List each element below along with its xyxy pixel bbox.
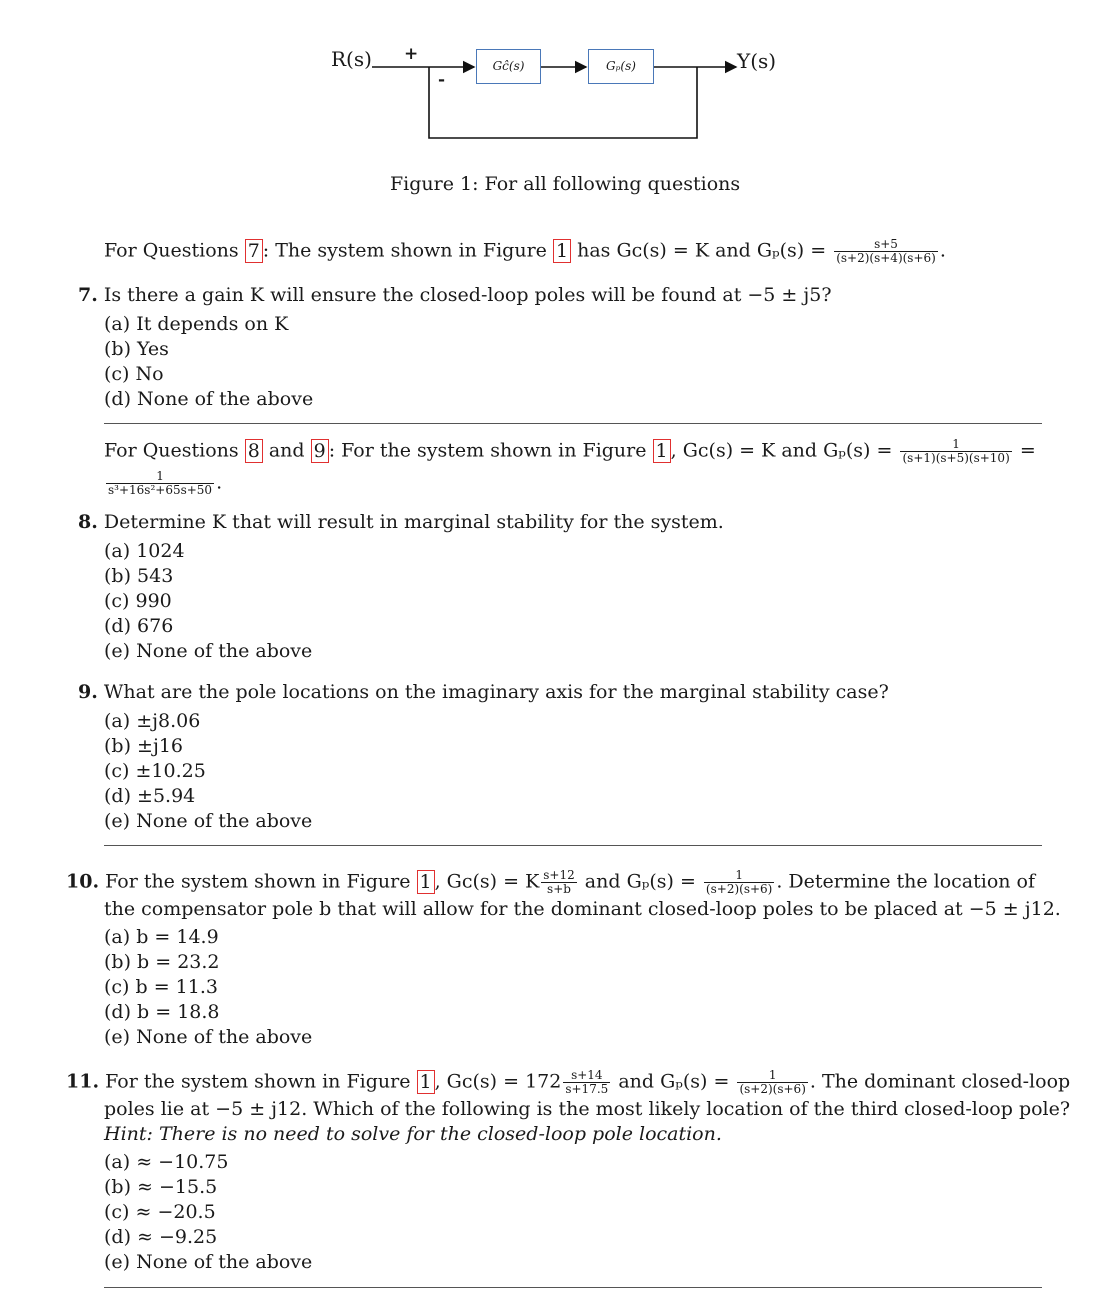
figure-ref-link[interactable]: 1 <box>417 870 435 894</box>
q7-intro: For Questions 7 : The system shown in Figure 1 has Gᴄ(s) = K and Gₚ(s) = $\frac{s+5}{(s+2)(s+4)(s+6)}$ . <box>104 237 946 265</box>
q11-hint: Hint: There is no need to solve for the closed-loop pole location. <box>104 1123 722 1145</box>
option: (c) ≈ −20.5 <box>104 1201 216 1223</box>
option: (d) b = 18.8 <box>104 1001 220 1023</box>
question-text: What are the pole locations on the imaginary axis for the marginal stability case? <box>103 681 889 703</box>
question-ref-link[interactable]: 8 <box>245 439 263 463</box>
q89-intro-cont: $\frac{1}{\text{s³+16s²+65s+50}}$ . <box>108 469 223 497</box>
q9-stem <box>78 680 889 704</box>
option: (b) Yes <box>104 338 169 360</box>
option: (d) ≈ −9.25 <box>104 1226 218 1248</box>
question-number: 11. <box>66 1070 100 1093</box>
option: (b) ±j16 <box>104 735 184 757</box>
divider <box>104 423 1042 424</box>
option: (c) 990 <box>104 590 172 612</box>
q11-options <box>104 1150 312 1275</box>
q9-options <box>104 709 312 834</box>
q11-stem-line2: poles lie at −5 ± j12. Which of the following is the most likely location of the third closed-loop pole? <box>104 1098 1071 1120</box>
q8-options <box>104 539 312 664</box>
figure-ref-link[interactable]: 1 <box>553 239 571 263</box>
plus-sign: + <box>404 44 419 64</box>
q10-options <box>104 925 312 1050</box>
q7-options <box>104 312 313 412</box>
option: (a) b = 14.9 <box>104 926 219 948</box>
q7-stem <box>78 283 832 307</box>
fraction: $\frac{1}{(s+1)(s+5)(s+10)}$ <box>902 437 1010 465</box>
option: (a) ±j8.06 <box>104 710 201 732</box>
gc-block-label: Gĉ(s) <box>492 59 525 73</box>
divider <box>104 1287 1042 1288</box>
fraction: $\frac{1}{(s+2)(s+6)}$ <box>739 1068 806 1096</box>
question-text: Determine K that will result in marginal stability for the system. <box>103 511 724 533</box>
option: (b) b = 23.2 <box>104 951 220 973</box>
gc-block <box>476 49 541 84</box>
minus-sign: - <box>438 70 446 90</box>
q89-intro-prefix: For Questions <box>104 439 239 462</box>
q8-stem <box>78 510 724 534</box>
gp-block-label: Gₚ(s) <box>606 59 636 73</box>
option: (e) None of the above <box>104 810 313 832</box>
gp-block <box>588 49 654 84</box>
option: (c) ±10.25 <box>104 760 206 782</box>
question-number: 8. <box>78 511 98 533</box>
q10-stem-line2: the compensator pole b that will allow for the dominant closed-loop poles to be placed at −5 ± j12. <box>104 898 1061 920</box>
figure-ref-link[interactable]: 1 <box>653 439 671 463</box>
q7-intro-rest: has Gᴄ(s) = K and Gₚ(s) = <box>577 239 827 262</box>
q89-intro-rest: , Gᴄ(s) = K and Gₚ(s) = <box>670 439 893 462</box>
q89-intro: For Questions 8 and 9 : For the system shown in Figure 1 , Gᴄ(s) = K and Gₚ(s) = $\frac{1}{(s+1)(s+5)(s+10)}$ = <box>104 437 1036 465</box>
question-number: 7. <box>78 284 98 306</box>
fraction: $\frac{1}{\text{s³+16s²+65s+50}}$ <box>108 469 213 497</box>
question-number: 10. <box>66 870 100 893</box>
option: (b) 543 <box>104 565 174 587</box>
fraction: $\frac{s+5}{(s+2)(s+4)(s+6)}$ <box>836 237 936 265</box>
question-ref-link[interactable]: 7 <box>245 239 263 263</box>
option: (d) None of the above <box>104 388 314 410</box>
option: (d) ±5.94 <box>104 785 196 807</box>
divider <box>104 845 1042 846</box>
question-text: Is there a gain K will ensure the closed-loop poles will be found at −5 ± j5? <box>103 284 832 306</box>
option: (c) No <box>104 363 164 385</box>
q89-intro-mid: : For the system shown in Figure <box>328 439 647 462</box>
fraction: $\frac{1}{(s+2)(s+6)}$ <box>705 868 773 896</box>
option: (c) b = 11.3 <box>104 976 218 998</box>
option: (d) 676 <box>104 615 174 637</box>
option: (e) None of the above <box>104 1251 313 1273</box>
q7-intro-prefix: For Questions <box>104 239 239 262</box>
figure-ref-link[interactable]: 1 <box>417 1070 435 1094</box>
question-ref-link[interactable]: 9 <box>311 439 329 463</box>
option: (e) None of the above <box>104 640 313 662</box>
fraction: $\frac{s+12}{s+b}$ <box>543 868 575 896</box>
option: (a) 1024 <box>104 540 185 562</box>
fraction: $\frac{s+14}{s+17.5}$ <box>565 1068 609 1096</box>
q7-intro-mid: : The system shown in Figure <box>262 239 547 262</box>
q10-stem: 10. For the system shown in Figure 1 , Gᴄ(s) = K $\frac{s+12}{s+b}$ and Gₚ(s) = $\frac{1}{(s+2)(s+6)}$ . Determine the location of <box>66 868 1036 896</box>
option: (e) None of the above <box>104 1026 313 1048</box>
figure-caption: Figure 1: For all following questions <box>390 173 741 195</box>
option: (b) ≈ −15.5 <box>104 1176 218 1198</box>
option: (a) ≈ −10.75 <box>104 1151 229 1173</box>
question-number: 9. <box>78 681 98 703</box>
q11-stem: 11. For the system shown in Figure 1 , Gᴄ(s) = 172 $\frac{s+14}{s+17.5}$ and Gₚ(s) = $\frac{1}{(s+2)(s+6)}$ . The dominant closed-loop <box>66 1068 1071 1096</box>
feedback-path <box>429 67 697 138</box>
option: (a) It depends on K <box>104 313 289 335</box>
block-diagram-lines <box>0 0 1120 200</box>
output-label: Y(s) <box>737 49 777 73</box>
block-diagram <box>0 0 1120 200</box>
input-label: R(s) <box>331 47 372 71</box>
